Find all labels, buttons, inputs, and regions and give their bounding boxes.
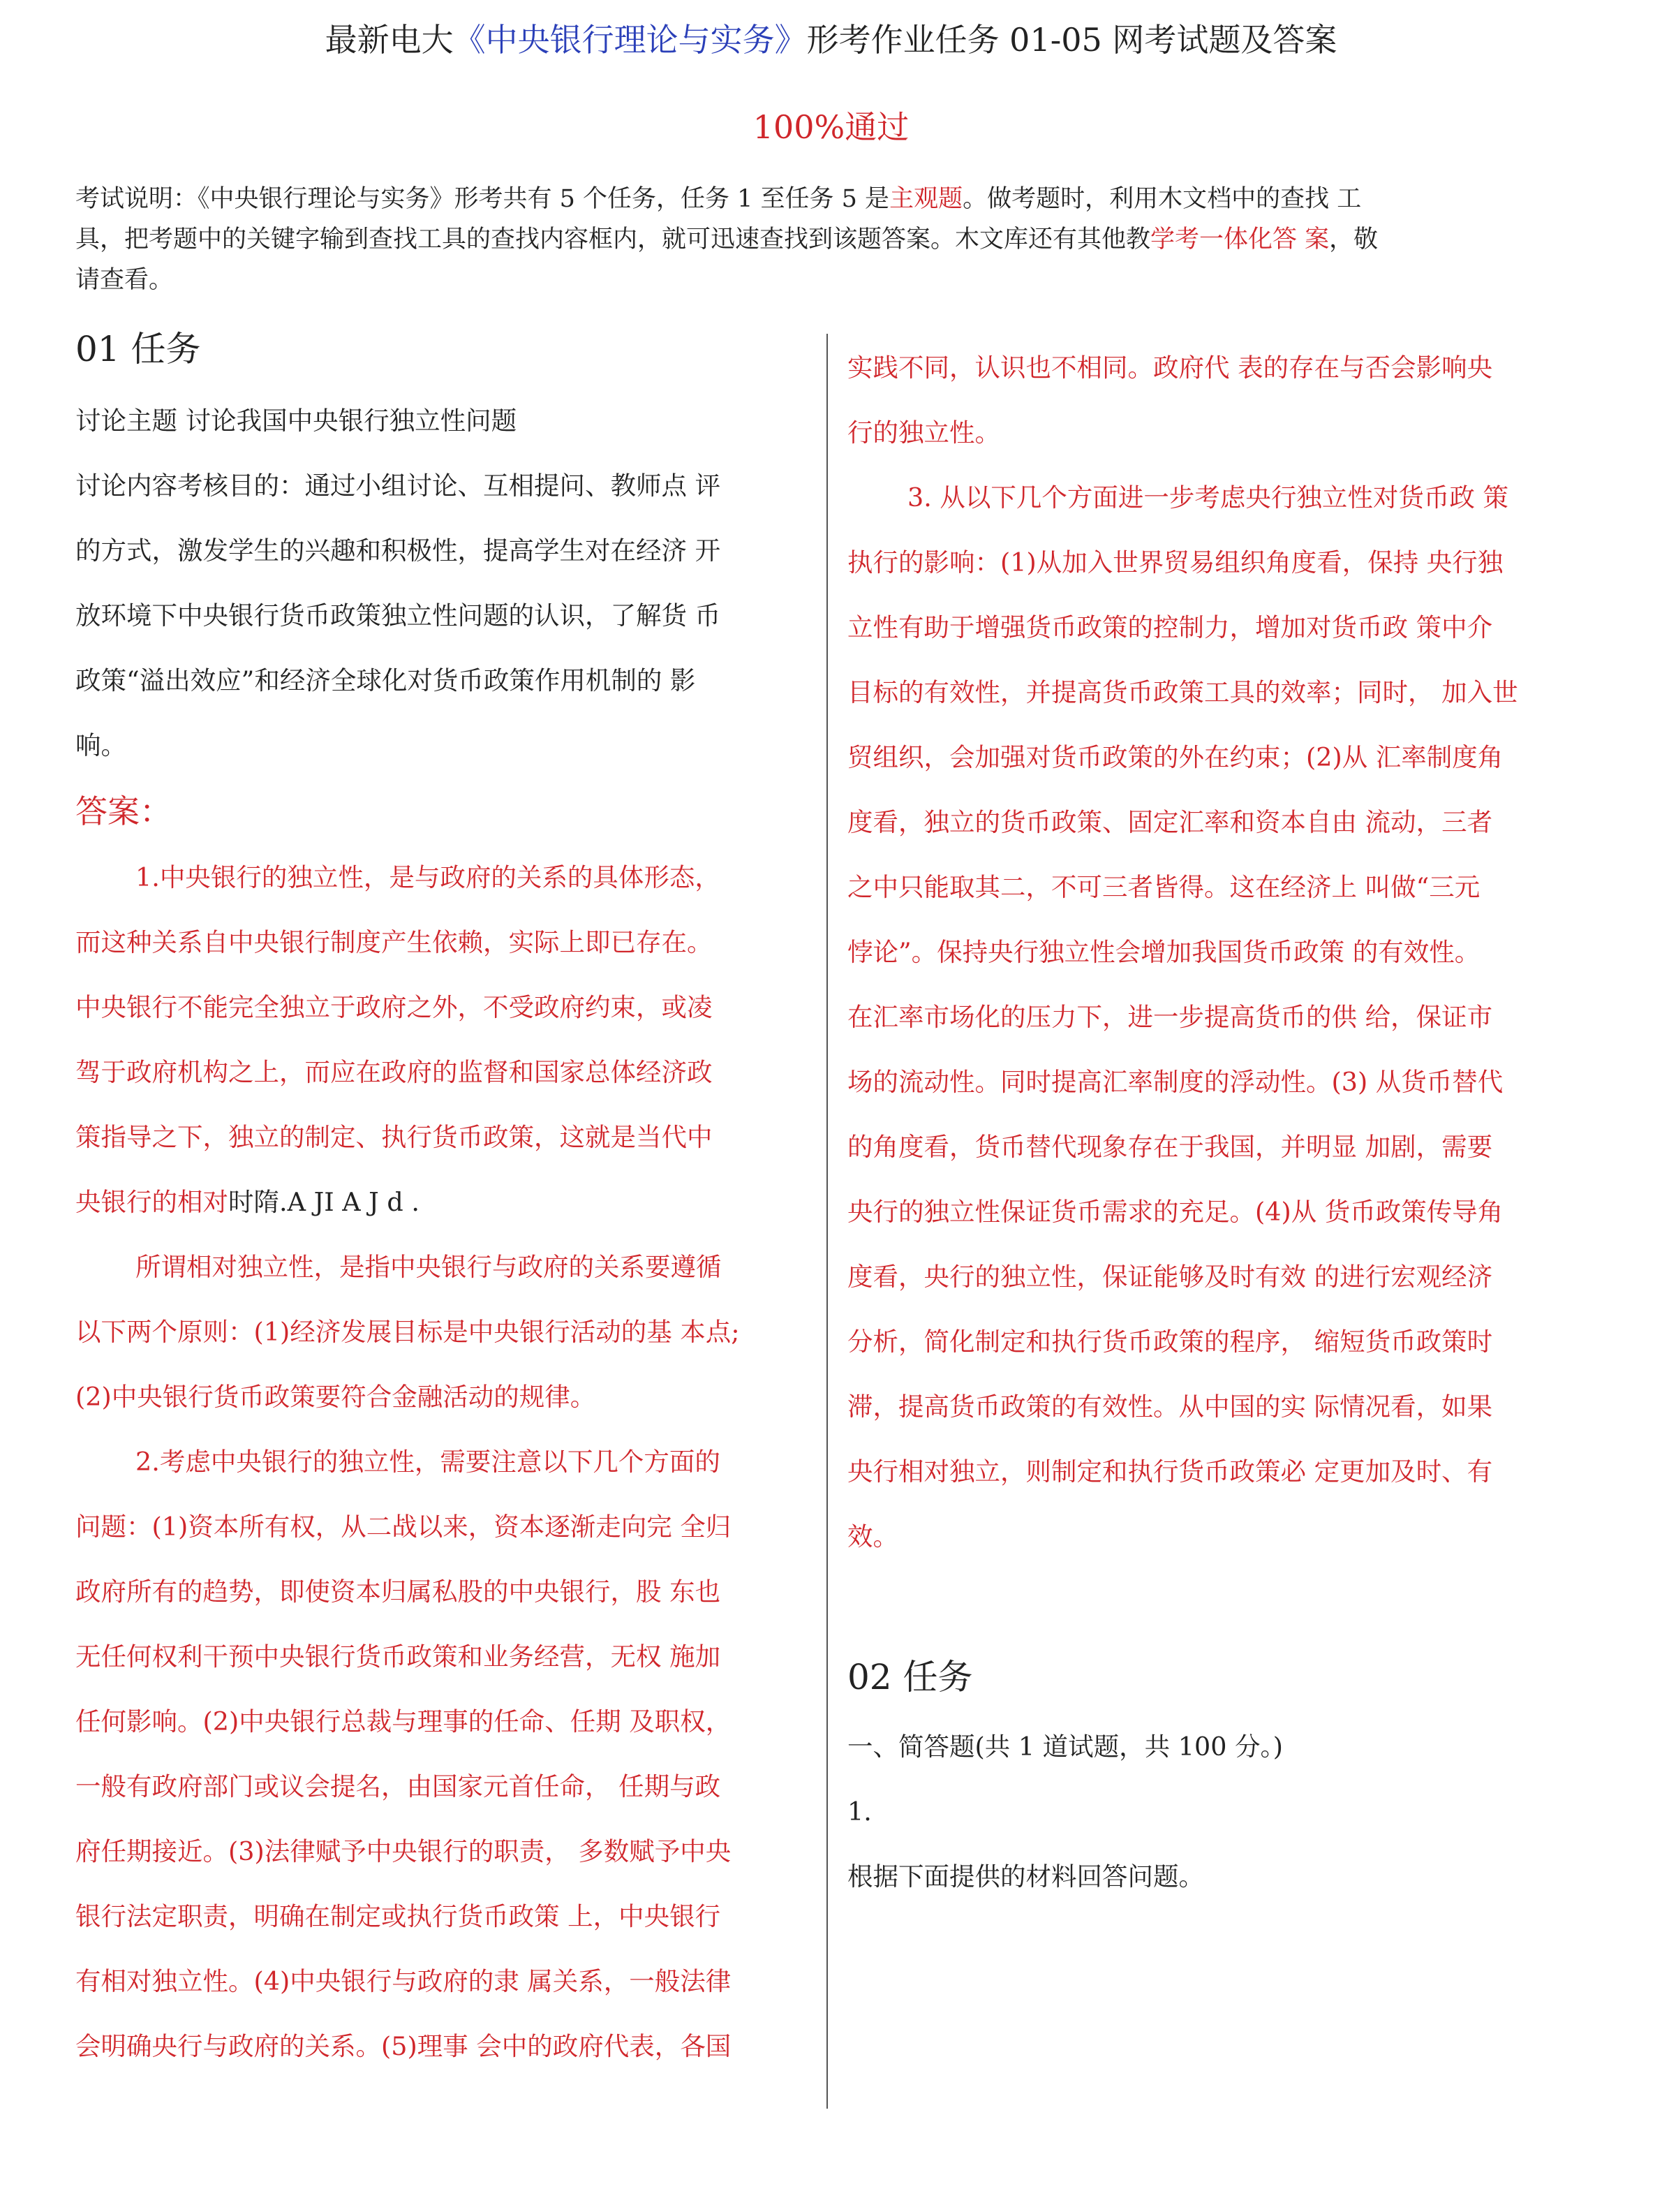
answer-line: 在汇率市场化的压力下，进一步提高货币的供 给，保证市 (847, 1002, 1493, 1032)
answer-line: 驾于政府机构之上，而应在政府的监督和国家总体经济政 (75, 1057, 713, 1087)
answer-paragraph-4 (847, 465, 1587, 1569)
purpose-line: 的方式，激发学生的兴趣和积极性，提高学生对在经济 开 (75, 536, 721, 566)
answer-paragraph-2 (75, 1234, 815, 1429)
answer-paragraph-1 (75, 845, 815, 1234)
instructions-text: 考试说明：《中央银行理论与实务》形考共有 5 个任务，任务 1 至任务 5 是 (75, 185, 890, 213)
question-text: 根据下面提供的材料回答问题。 (847, 1861, 1204, 1892)
document-title (0, 15, 1662, 64)
answer-line: 行的独立性。 (847, 418, 1000, 448)
answer-line: 央行相对独立，则制定和执行货币政策必 定更加及时、有 (847, 1457, 1493, 1487)
instructions-line-1 (75, 179, 1583, 219)
answer-line: 分析，简化制定和执行货币政策的程序， 缩短货币政策时 (847, 1327, 1493, 1357)
answer-line: 3. 从以下几个方面进一步考虑央行独立性对货币政 策 (907, 482, 1509, 513)
answer-line: 立性有助于增强货币政策的控制力，增加对货币政 策中介 (847, 612, 1493, 642)
answer-line: 场的流动性。同时提高汇率制度的浮动性。(3) 从货币替代 (847, 1067, 1504, 1097)
answer-line (75, 1170, 815, 1234)
answer-line: 度看，独立的货币政策、固定汇率和资本自由 流动，三者 (847, 807, 1493, 837)
answer-line: 以下两个原则：(1)经济发展目标是中央银行活动的基 本点; (75, 1317, 740, 1347)
instructions-line-3: 请查看。 (75, 266, 174, 294)
column-divider (826, 334, 828, 2109)
discussion-purpose (75, 453, 815, 778)
answer-line: 央行的独立性保证货币需求的充足。(4)从 货币政策传导角 (847, 1197, 1504, 1227)
instructions-highlight: 主观题 (889, 185, 963, 213)
instructions-text: 具，把考题中的关键字输到查找工具的查找内容框内，就可迅速查找到该题答案。木文库还有其他教 (75, 226, 1151, 253)
task-02-content (847, 1714, 1587, 1909)
answer-line: 悖论”。保持央行独立性会增加我国货币政策 的有效性。 (847, 937, 1481, 967)
left-column (75, 318, 815, 2079)
answer-line: 策指导之下，独立的制定、执行货币政策，这就是当代中 (75, 1122, 713, 1152)
task-02-heading: 02 任务 (847, 1657, 973, 1697)
answer-line: 任何影响。(2)中央银行总裁与理事的任命、任期 及职权， (75, 1706, 732, 1737)
answer-line: 的角度看，货币替代现象存在于我国，并明显 加剧，需要 (847, 1132, 1493, 1162)
answer-line: 滞，提高货币政策的有效性。从中国的实 际情况看，如果 (847, 1392, 1493, 1422)
answer-line: (2)中央银行货币政策要符合金融活动的规律。 (75, 1382, 596, 1412)
exam-instructions (75, 179, 1583, 300)
question-section: 一、简答题(共 1 道试题，共 100 分。) (847, 1732, 1284, 1762)
answer-line: 银行法定职责，明确在制定或执行货币政策 上，中央银行 (75, 1901, 721, 1931)
answer-line: 1.中央银行的独立性，是与政府的关系的具体形态， (135, 862, 720, 892)
title-prefix: 最新电大 (325, 21, 454, 59)
title-course: 《中央银行理论与实务》 (453, 21, 807, 59)
purpose-line: 放环境下中央银行货币政策独立性问题的认识，了解货 币 (75, 600, 721, 631)
instructions-line-2 (75, 219, 1583, 260)
answer-line: 度看，央行的独立性，保证能够及时有效 的进行宏观经济 (847, 1262, 1493, 1292)
instructions-text: ，敬 (1329, 226, 1379, 253)
answer-line: 会明确央行与政府的关系。(5)理事 会中的政府代表，各国 (75, 2031, 732, 2061)
task-01-heading: 01 任务 (75, 329, 201, 369)
question-number: 1. (847, 1797, 872, 1827)
answer-line: 实践不同，认识也不相同。政府代 表的存在与否会影响央 (847, 353, 1493, 383)
answer-line: 而这种关系自中央银行制度产生依赖，实际上即已存在。 (75, 927, 713, 957)
answer-line: 中央银行不能完全独立于政府之外，不受政府约束，或凌 (75, 992, 713, 1022)
answer-garbled-text: 时隋.A JI A J d . (228, 1187, 420, 1217)
answer-line: 无任何权利干预中央银行货币政策和业务经营，无权 施加 (75, 1642, 721, 1672)
answer-label: 答案： (75, 792, 172, 830)
answer-line: 问题：(1)资本所有权，从二战以来，资本逐渐走向完 全归 (75, 1512, 732, 1542)
answer-text: 央银行的相对 (75, 1187, 228, 1217)
answer-line: 府任期接近。(3)法律赋予中央银行的职责， 多数赋予中央 (75, 1836, 732, 1866)
purpose-line: 政策“溢出效应”和经济全球化对货币政策作用机制的 影 (75, 665, 696, 695)
answer-line: 政府所有的趋势，即使资本归属私股的中央银行，股 东也 (75, 1577, 721, 1607)
answer-line: 2.考虑中央银行的独立性，需要注意以下几个方面的 (135, 1447, 720, 1477)
answer-line: 执行的影响：(1)从加入世界贸易组织角度看，保持 央行独 (847, 547, 1504, 577)
answer-paragraph-3-continued (847, 335, 1587, 465)
answer-line: 有相对独立性。(4)中央银行与政府的隶 属关系，一般法律 (75, 1966, 732, 1996)
answer-paragraph-3 (75, 1429, 815, 2079)
answer-line: 效。 (847, 1521, 898, 1551)
answer-line: 目标的有效性，并提高货币政策工具的效率；同时， 加入世 (847, 677, 1518, 707)
instructions-highlight: 学考一体化答 案 (1150, 226, 1330, 253)
answer-line: 之中只能取其二，不可三者皆得。这在经济上 叫做“三元 (847, 872, 1481, 902)
document-subtitle: 100%通过 (752, 108, 910, 146)
instructions-text: 。做考题时，利用木文档中的查找 工 (963, 185, 1362, 213)
right-column (847, 335, 1587, 1909)
purpose-line: 响。 (75, 730, 126, 760)
answer-line: 所谓相对独立性，是指中央银行与政府的关系要遵循 (135, 1252, 722, 1282)
discussion-topic: 讨论主题 讨论我国中央银行独立性问题 (75, 406, 517, 436)
answer-line: 一般有政府部门或议会提名，由国家元首任命， 任期与政 (75, 1771, 721, 1801)
title-suffix: 形考作业任务 01-05 网考试题及答案 (806, 21, 1337, 59)
purpose-line: 讨论内容考核目的：通过小组讨论、互相提问、教师点 评 (75, 471, 721, 501)
answer-line: 贸组织，会加强对货币政策的外在约束；(2)从 汇率制度角 (847, 742, 1504, 772)
